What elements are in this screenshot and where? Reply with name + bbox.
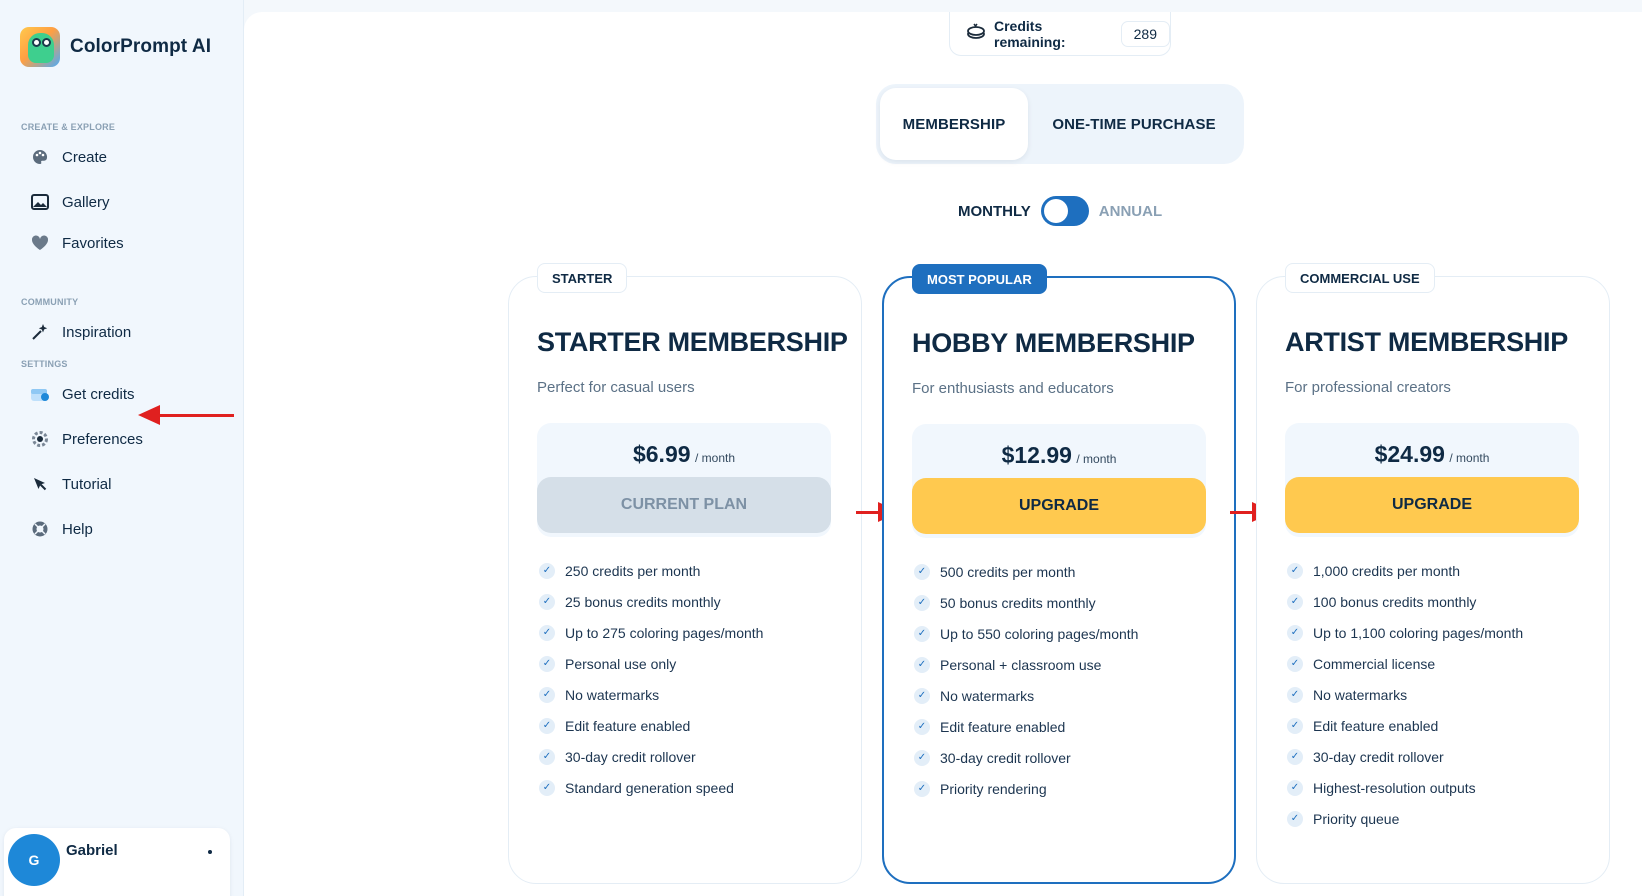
list-item: ✓ Up to 1,100 coloring pages/month (1287, 617, 1523, 648)
list-item: ✓ Priority queue (1287, 803, 1523, 834)
check-icon: ✓ (914, 595, 930, 611)
plan-subtitle: For professional creators (1285, 379, 1451, 396)
sidebar-item-label: Gallery (62, 193, 110, 211)
sidebar-item-favorites[interactable] (30, 230, 124, 256)
list-item: ✓ Up to 550 coloring pages/month (914, 618, 1138, 649)
plan-badge: MOST POPULAR (912, 264, 1047, 294)
sidebar-item-label: Tutorial (62, 475, 112, 493)
feature-list (1287, 555, 1523, 834)
list-item: ✓ Priority rendering (914, 773, 1138, 804)
coin-stack-icon (966, 22, 986, 45)
list-item: ✓ 250 credits per month (539, 555, 763, 586)
plan-subtitle: For enthusiasts and educators (912, 380, 1114, 397)
avatar: G (8, 834, 60, 886)
price-unit: / month (694, 451, 736, 465)
plan-badge: STARTER (537, 263, 627, 293)
check-icon: ✓ (539, 687, 555, 703)
list-item: ✓ Commercial license (1287, 648, 1523, 679)
user-card[interactable] (4, 828, 230, 896)
check-icon: ✓ (539, 718, 555, 734)
app-name: ColorPrompt AI (70, 36, 212, 57)
check-icon: ✓ (1287, 656, 1303, 672)
list-item: ✓ 25 bonus credits monthly (539, 586, 763, 617)
dino-logo-icon (20, 27, 60, 67)
check-icon: ✓ (914, 688, 930, 704)
plan-price (537, 441, 831, 468)
list-item: ✓ No watermarks (539, 679, 763, 710)
list-item: ✓ Edit feature enabled (1287, 710, 1523, 741)
list-item: ✓ 30-day credit rollover (539, 741, 763, 772)
plan-price (912, 442, 1206, 469)
cursor-icon (30, 474, 50, 494)
credits-value: 289 (1121, 21, 1170, 47)
sidebar-item-preferences[interactable] (30, 426, 143, 452)
list-item: ✓ Personal use only (539, 648, 763, 679)
billing-period-toggle (958, 196, 1162, 226)
heart-icon (30, 233, 50, 253)
price-box (912, 424, 1206, 538)
check-icon: ✓ (539, 749, 555, 765)
billing-toggle-switch[interactable] (1041, 196, 1089, 226)
credits-box-icon (30, 384, 50, 404)
credits-remaining (949, 12, 1171, 56)
list-item: ✓ Standard generation speed (539, 772, 763, 803)
sidebar-item-label: Help (62, 520, 93, 538)
list-item: ✓ Highest-resolution outputs (1287, 772, 1523, 803)
plan-subtitle: Perfect for casual users (537, 379, 695, 396)
palette-icon (30, 147, 50, 167)
sidebar-item-label: Inspiration (62, 323, 132, 341)
purchase-type-tabs (876, 84, 1244, 164)
billing-monthly-label[interactable]: MONTHLY (958, 202, 1031, 220)
list-item: ✓ Edit feature enabled (914, 711, 1138, 742)
list-item: ✓ 100 bonus credits monthly (1287, 586, 1523, 617)
list-item: ✓ 30-day credit rollover (914, 742, 1138, 773)
check-icon: ✓ (914, 781, 930, 797)
price-amount: $6.99 (632, 441, 691, 467)
sparkle-wand-icon (30, 322, 50, 342)
sidebar-item-tutorial[interactable] (30, 471, 111, 497)
list-item: ✓ Up to 275 coloring pages/month (539, 617, 763, 648)
feature-list (914, 556, 1138, 804)
plan-card-starter (508, 270, 862, 884)
upgrade-button[interactable]: UPGRADE (1285, 477, 1579, 533)
check-icon: ✓ (1287, 563, 1303, 579)
check-icon: ✓ (1287, 625, 1303, 641)
list-item: ✓ No watermarks (914, 680, 1138, 711)
sidebar (0, 0, 244, 896)
list-item: ✓ Personal + classroom use (914, 649, 1138, 680)
check-icon: ✓ (914, 719, 930, 735)
check-icon: ✓ (914, 657, 930, 673)
user-menu-icon[interactable] (208, 850, 212, 854)
plan-price (1285, 441, 1579, 468)
gear-icon (30, 429, 50, 449)
check-icon: ✓ (1287, 780, 1303, 796)
upgrade-button[interactable]: UPGRADE (912, 478, 1206, 534)
check-icon: ✓ (539, 563, 555, 579)
section-label-create-explore: CREATE & EXPLORE (21, 122, 116, 132)
sidebar-item-gallery[interactable] (30, 189, 110, 215)
plan-card-artist (1256, 270, 1610, 884)
sidebar-item-create[interactable] (30, 144, 107, 170)
check-icon: ✓ (1287, 811, 1303, 827)
tab-membership[interactable]: MEMBERSHIP (880, 88, 1028, 160)
price-amount: $24.99 (1374, 441, 1445, 467)
plan-badge: COMMERCIAL USE (1285, 263, 1435, 293)
sidebar-item-inspiration[interactable] (30, 319, 131, 345)
list-item: ✓ No watermarks (1287, 679, 1523, 710)
section-label-community: COMMUNITY (21, 297, 79, 307)
plan-title: ARTIST MEMBERSHIP (1285, 327, 1568, 357)
check-icon: ✓ (539, 656, 555, 672)
check-icon: ✓ (539, 625, 555, 641)
check-icon: ✓ (914, 564, 930, 580)
price-unit: / month (1076, 452, 1117, 466)
sidebar-item-label: Preferences (62, 430, 143, 448)
plan-card-hobby (882, 271, 1236, 884)
list-item: ✓ Edit feature enabled (539, 710, 763, 741)
feature-list (539, 555, 763, 803)
sidebar-item-label: Favorites (62, 234, 124, 252)
sidebar-item-label: Get credits (62, 385, 135, 403)
image-icon (30, 192, 50, 212)
sidebar-item-get-credits[interactable] (30, 381, 135, 407)
price-box (537, 423, 831, 537)
check-icon: ✓ (1287, 594, 1303, 610)
list-item: ✓ 50 bonus credits monthly (914, 587, 1138, 618)
check-icon: ✓ (914, 750, 930, 766)
current-plan-button[interactable]: CURRENT PLAN (537, 477, 831, 533)
list-item: ✓ 1,000 credits per month (1287, 555, 1523, 586)
check-icon: ✓ (914, 626, 930, 642)
tab-one-time-purchase[interactable]: ONE-TIME PURCHASE (1052, 115, 1216, 133)
section-label-settings: SETTINGS (21, 359, 68, 369)
app-logo[interactable] (20, 27, 211, 67)
check-icon: ✓ (1287, 749, 1303, 765)
list-item: ✓ 500 credits per month (914, 556, 1138, 587)
price-unit: / month (1449, 451, 1490, 465)
list-item: ✓ 30-day credit rollover (1287, 741, 1523, 772)
plan-title: HOBBY MEMBERSHIP (912, 328, 1195, 358)
credits-label: Credits remaining: (994, 17, 1066, 50)
price-box (1285, 423, 1579, 537)
billing-annual-label[interactable]: ANNUAL (1098, 202, 1163, 220)
check-icon: ✓ (539, 594, 555, 610)
sidebar-item-help[interactable] (30, 516, 93, 542)
price-amount: $12.99 (1001, 442, 1072, 468)
check-icon: ✓ (1287, 687, 1303, 703)
check-icon: ✓ (539, 780, 555, 796)
lifebuoy-icon (30, 519, 50, 539)
check-icon: ✓ (1287, 718, 1303, 734)
sidebar-item-label: Create (62, 148, 108, 166)
plan-title: STARTER MEMBERSHIP (537, 327, 848, 357)
user-name: Gabriel (66, 842, 118, 859)
